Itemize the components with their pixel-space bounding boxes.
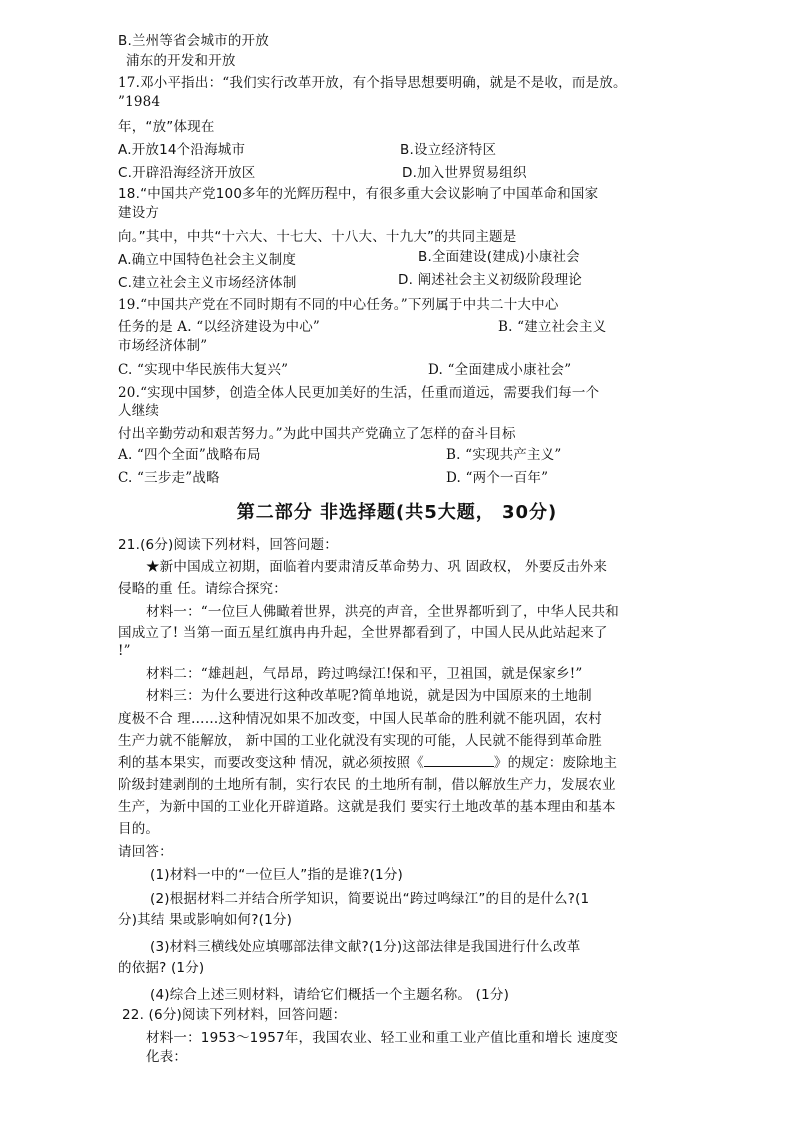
q22-material1-line2: 化表： xyxy=(146,1049,188,1065)
q18-stem-line3: 向。”其中，中共“十六大、十七大、十八大、十九大”的共同主题是 xyxy=(118,229,517,245)
q21-material3-line4-end: 》的规定：废除地主 xyxy=(493,755,618,771)
q21-sub2-line2: 分)其结 果或影响如何?(1分) xyxy=(118,912,293,928)
q21-material2: 材料二：“雄赳赳，气昂昂，跨过鸣绿江!保和平，卫祖国，就是保家乡!” xyxy=(146,666,583,682)
q16-option-b: B.兰州等省会城市的开放 xyxy=(118,33,269,49)
q21-material3-line4 xyxy=(118,754,617,772)
q20-stem-line1: 20.“实现中国梦，创造全体人民更加美好的生活，任重而道远，需要我们每一个 xyxy=(118,385,600,401)
q21-material3-line6: 生产，为新中国的工业化开辟道路。这就是我们 要实行土地改革的基本理由和基本 xyxy=(118,799,616,815)
q20-option-c: C. “三步走”战略 xyxy=(118,470,220,486)
q19-option-b-cont: 市场经济体制” xyxy=(118,338,208,354)
q21-material3-line2: 度极不合 理……这种情况如果不加改变，中国人民革命的胜利就不能巩固，农村 xyxy=(118,711,602,727)
q17-stem-line3: 年，“放”体现在 xyxy=(118,119,215,135)
q21-material3-line3: 生产力就不能解放， 新中国的工业化就没有实现的可能，人民就不能得到革命胜 xyxy=(118,733,602,749)
q21-intro-line1: ★新中国成立初期，面临着内要肃清反革命势力、巩 固政权， 外要反击外来 xyxy=(146,559,608,575)
q17-option-c: C.开辟沿海经济开放区 xyxy=(118,165,256,181)
q21-material3-line5: 阶级封建剥削的土地所有制，实行农民 的土地所有制，借以解放生产力，发展农业 xyxy=(118,777,616,793)
q17-option-d: D.加入世界贸易组织 xyxy=(402,165,527,181)
law-blank xyxy=(424,754,494,767)
q20-stem-line3: 付出辛勤劳动和艰苦努力。”为此中国共产党确立了怎样的奋斗目标 xyxy=(118,426,516,442)
q21-material3-line7: 目的。 xyxy=(118,821,160,837)
q21-material1-line2: 国成立了! 当第一面五星红旗冉冉升起，全世界都看到了，中国人民从此站起来了 xyxy=(118,625,608,641)
q18-option-d: D. 阐述社会主义初级阶段理论 xyxy=(398,272,582,288)
q18-option-c: C.建立社会主义市场经济体制 xyxy=(118,275,297,291)
q18-stem-line2: 建设方 xyxy=(118,205,160,221)
q21-sub1: (1)材料一中的“一位巨人”指的是谁?(1分) xyxy=(150,867,403,883)
q19-option-d: D. “全面建成小康社会” xyxy=(428,362,572,378)
q16-option-d-text: 浦东的开发和开放 xyxy=(126,53,236,69)
q21-intro-line2: 侵略的重 任。请综合探究： xyxy=(118,581,287,597)
q21-sub3-line1: (3)材料三横线处应填哪部法律文献?(1分)这部法律是我国进行什么改革 xyxy=(150,939,581,955)
q21-ask: 请回答： xyxy=(118,844,173,860)
q17-option-b: B.设立经济特区 xyxy=(400,142,497,158)
q18-option-a: A.确立中国特色社会主义制度 xyxy=(118,252,297,268)
q21-stem: 21.(6分)阅读下列材料，回答问题： xyxy=(118,537,338,553)
q19-stem-line1: 19.“中国共产党在不同时期有不同的中心任务。”下列属于中共二十大中心 xyxy=(118,297,559,313)
q18-option-b: B.全面建设(建成)小康社会 xyxy=(418,249,580,265)
q22-stem: 22. (6分)阅读下列材料，回答问题： xyxy=(122,1007,347,1023)
q20-stem-line2: 人继续 xyxy=(118,403,160,419)
q21-material1-line1: 材料一：“一位巨人佛瞰着世界，洪亮的声音，全世界都听到了，中华人民共和 xyxy=(146,604,619,620)
q19-option-c: C. “实现中华民族伟大复兴” xyxy=(118,362,289,378)
q21-material3-line4-start: 利的基本果实，而要改变这种 情况，就必须按照《 xyxy=(118,755,424,771)
q20-option-b: B. “实现共产主义” xyxy=(446,447,562,463)
q21-sub4: (4)综合上述三则材料，请给它们概括一个主题名称。 (1分) xyxy=(150,987,510,1003)
q20-option-d: D. “两个一百年” xyxy=(446,470,549,486)
q18-stem-line1: 18.“中国共产党100多年的光辉历程中，有很多重大会议影响了中国革命和国家 xyxy=(118,186,599,202)
q17-stem-line2: ”1984 xyxy=(118,94,161,110)
q17-option-a: A.开放14个沿海城市 xyxy=(118,142,246,158)
q21-material3-line1: 材料三：为什么要进行这种改革呢?简单地说，就是因为中国原来的土地制 xyxy=(146,688,592,704)
part2-title: 第二部分 非选择题(共5大题， 30分) xyxy=(236,502,558,523)
q17-stem-line1: 17.邓小平指出：“我们实行改革开放，有个指导思想要明确，就是不是收，而是放。 xyxy=(118,75,627,91)
q21-sub2-line1: (2)根据材料二并结合所学知识，简要说出“跨过鸣绿江”的目的是什么?(1 xyxy=(150,891,590,907)
q19-option-b: B. “建立社会主义 xyxy=(498,319,607,335)
q21-material1-line3: !” xyxy=(118,643,131,659)
q19-stem-line2: 任务的是 A. “以经济建设为中心” xyxy=(118,319,321,335)
q20-option-a: A. “四个全面”战略布局 xyxy=(118,447,261,463)
q22-material1-line1: 材料一：1953～1957年，我国农业、轻工业和重工业产值比重和增长 速度变 xyxy=(146,1030,619,1046)
q21-sub3-line2: 的依据? (1分) xyxy=(118,960,205,976)
